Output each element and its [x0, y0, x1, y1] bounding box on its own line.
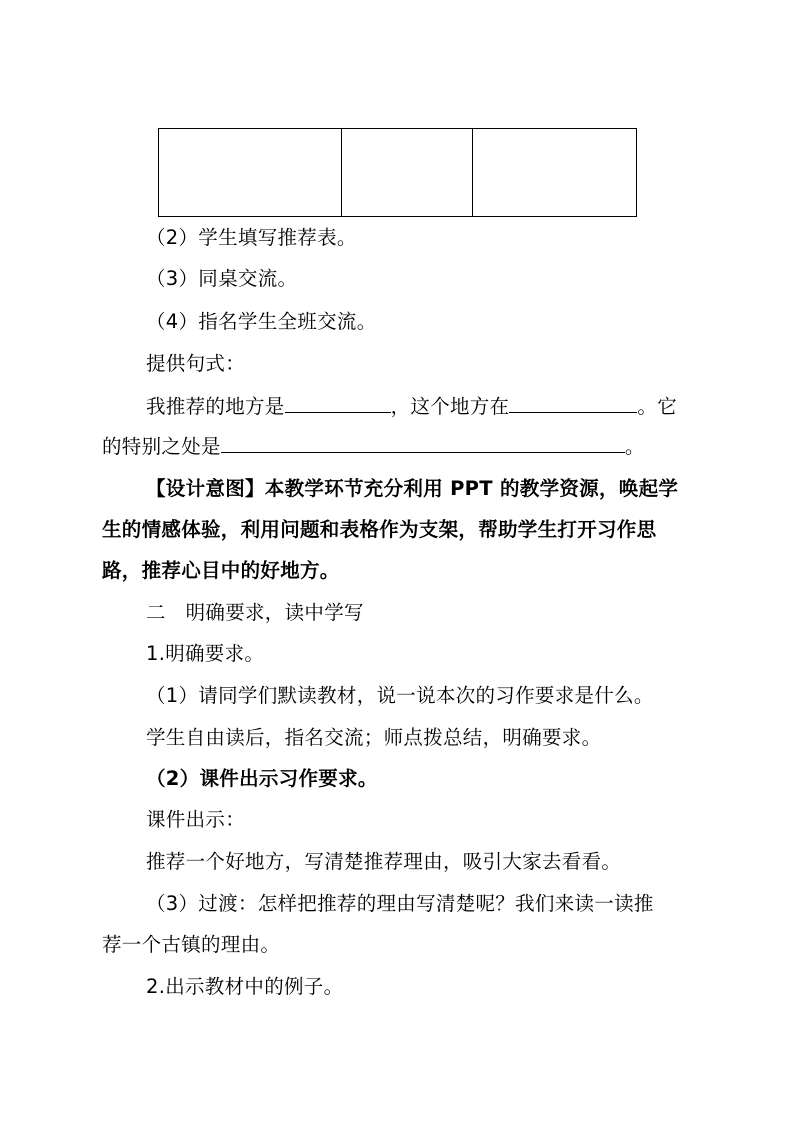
courseware-content: 推荐一个好地方，写清楚推荐理由，吸引大家去看看。: [146, 850, 622, 873]
recommendation-table: [158, 128, 637, 217]
design-intent-line-1: 【设计意图】本教学环节充分利用 PPT 的教学资源，唤起学: [146, 477, 679, 500]
table-cell: [342, 129, 473, 217]
fill-blank: [285, 394, 391, 413]
sentence-pattern-line-1: [146, 394, 677, 419]
design-intent-line-2: 生的情感体验，利用问题和表格作为支架，帮助学生打开习作思: [102, 518, 657, 541]
section-heading: 二 明确要求，读中学写: [146, 601, 364, 624]
item-2-heading: 2.出示教材中的例子。: [146, 975, 344, 998]
table-row: [159, 129, 637, 217]
sentence-pattern-part: ，这个地方在: [390, 395, 510, 418]
step-4-text: （4）指名学生全班交流。: [146, 310, 377, 333]
sentence-pattern-part: 的特别之处是: [102, 435, 221, 458]
table-cell: [473, 129, 637, 217]
item-1-3-text: （3）过渡：怎样把推荐的理由写清楚呢？我们来读一读推: [146, 892, 654, 915]
item-1-1-text: （1）请同学们默读教材，说一说本次的习作要求是什么。: [146, 684, 654, 707]
table-cell: [159, 129, 342, 217]
sentence-pattern-part: 。它: [637, 395, 678, 418]
item-1-heading: 1.明确要求。: [146, 642, 265, 665]
fill-blank: [221, 434, 625, 453]
sentence-pattern-part: 我推荐的地方是: [146, 395, 285, 418]
sentence-pattern-label: 提供句式：: [146, 352, 246, 375]
item-1-3-continuation: 荐一个古镇的理由。: [102, 933, 281, 956]
step-3-text: （3）同桌交流。: [146, 267, 298, 290]
sentence-pattern-line-2: [102, 434, 645, 459]
step-2-text: （2）学生填写推荐表。: [146, 226, 357, 249]
item-1-2-text: （2）课件出示习作要求。: [146, 767, 378, 790]
sentence-pattern-part: 。: [624, 435, 645, 458]
fill-blank: [509, 394, 637, 413]
courseware-label: 课件出示：: [146, 808, 246, 831]
design-intent-line-3: 路，推荐心目中的好地方。: [102, 559, 340, 582]
paragraph-text: 学生自由读后，指名交流；师点拨总结，明确要求。: [146, 726, 602, 749]
